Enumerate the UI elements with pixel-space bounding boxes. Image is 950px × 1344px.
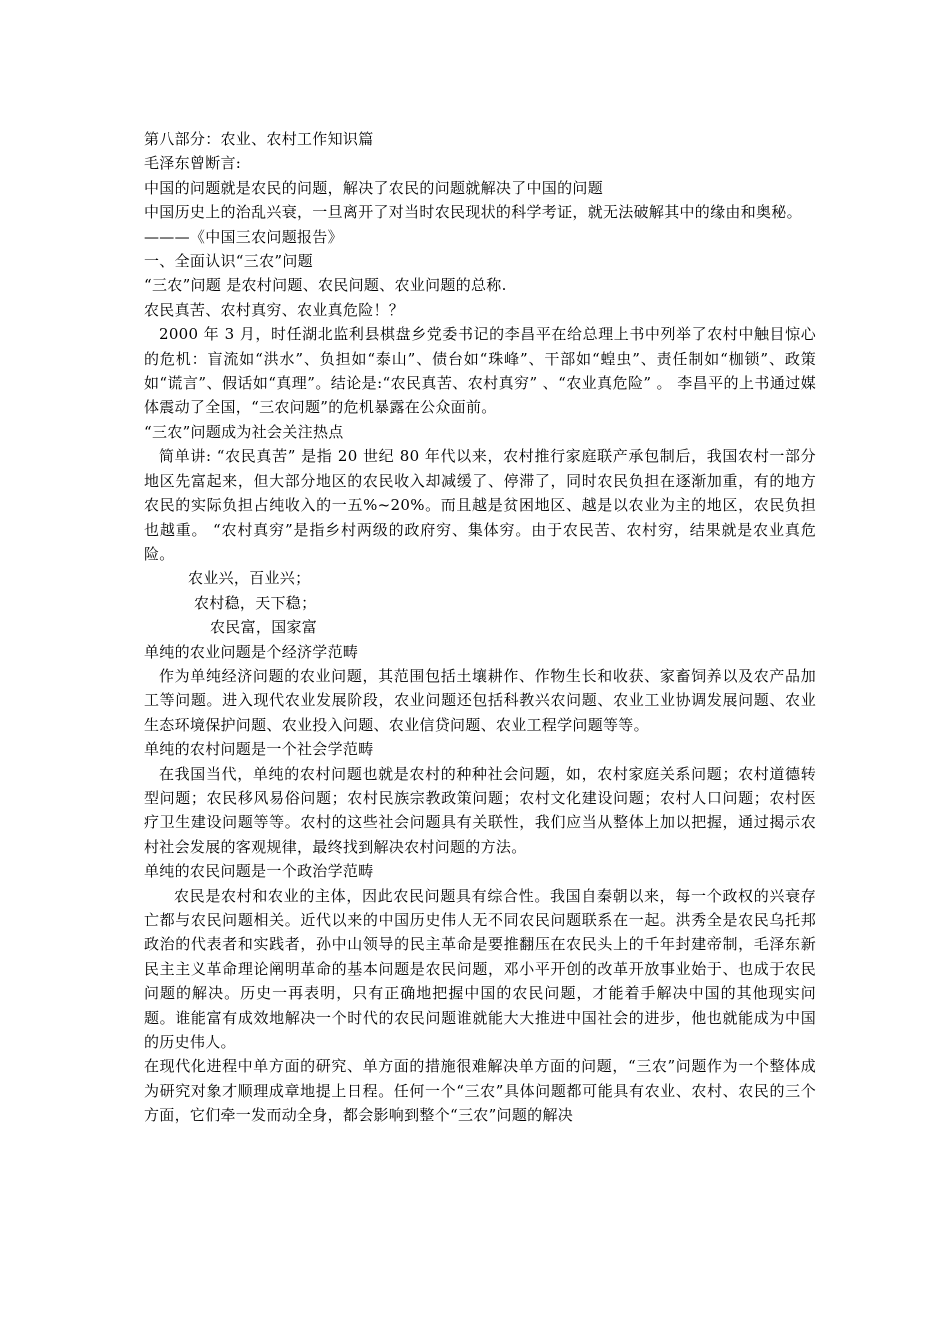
body-paragraph: 在我国当代，单纯的农村问题也就是农村的种种社会问题，如，农村家庭关系问题；农村道德转型问题；农民移风易俗问题；农村民族宗教政策问题；农村文化建设问题；农村人口问题；农村医疗卫生建设问题等等。农村的这些社会问题具有关联性，我们应当从整体上加以把握，通过揭示农村社会发展的客观规律，最终找到解决农村问题的方法。 bbox=[144, 764, 816, 856]
quote-attribution-line: 毛泽东曾断言: bbox=[144, 154, 242, 173]
quote-source: ———《中国三农问题报告》 bbox=[144, 227, 343, 246]
topic-heading: 单纯的农村问题是一个社会学范畴 bbox=[144, 740, 374, 759]
document-page bbox=[144, 127, 816, 1128]
section-title: 第八部分：农业、农村工作知识篇 bbox=[144, 130, 374, 148]
definition-line: “三农”问题 是农村问题、农民问题、农业问题的总称. bbox=[144, 276, 507, 295]
question-line: 农民真苦、农村真穷、农业真危险！？ bbox=[144, 300, 405, 319]
topic-heading: “三农”问题成为社会关注热点 bbox=[144, 422, 344, 441]
verse-line: 农民富，国家富 bbox=[210, 618, 318, 637]
verse-line: 农村稳，天下稳； bbox=[194, 593, 317, 612]
verse-line: 农业兴，百业兴； bbox=[188, 569, 311, 588]
topic-heading: 单纯的农民问题是一个政治学范畴 bbox=[144, 862, 374, 881]
body-paragraph: 2000 年 3 月，时任湖北监利县棋盘乡党委书记的李昌平在给总理上书中列举了农村中触目惊心的危机：盲流如“洪水”、负担如“泰山”、债台如“珠峰”、干部如“蝗虫”、责任制如“枷锁”、政策如“谎言”、假话如“真理”。结论是:“农民真苦、农村真穷” 、“农业真危险” 。 李昌平的上书通过媒体震动了全国，“三农问题”的危机暴露在公众面前。 bbox=[144, 325, 816, 417]
quote-line: 中国的问题就是农民的问题，解决了农民的问题就解决了中国的问题 bbox=[144, 178, 604, 197]
topic-heading: 单纯的农业问题是个经济学范畴 bbox=[144, 642, 359, 661]
subsection-heading: 一、全面认识“三农”问题 bbox=[144, 252, 313, 271]
quote-paragraph: 中国历史上的治乱兴衰，一旦离开了对当时农民现状的科学考证，就无法破解其中的缘由和奥秘。 bbox=[144, 203, 802, 222]
body-paragraph: 简单讲: “农民真苦” 是指 20 世纪 80 年代以来，农村推行家庭联产承包制后，我国农村一部分地区先富起来，但大部分地区的农民收入却减缓了、停滞了，同时农民负担在逐渐加重，有的地方农民的实际负担占纯收入的一五%~20%。而且越是贫困地区、越是以农业为主的地区，农民负担也越重。 “农村真穷”是指乡村两级的政府穷、集体穷。由于农民苦、农村穷，结果就是农业真危险。 bbox=[144, 447, 816, 563]
body-paragraph: 在现代化进程中单方面的研究、单方面的措施很难解决单方面的问题，“三农”问题作为一个整体成为研究对象才顺理成章地提上日程。任何一个“三农”具体问题都可能具有农业、农村、农民的三个方面，它们牵一发而动全身，都会影响到整个“三农”问题的解决 bbox=[144, 1057, 816, 1125]
body-paragraph: 作为单纯经济问题的农业问题，其范围包括土壤耕作、作物生长和收获、家畜饲养以及农产品加工等问题。进入现代农业发展阶段，农业问题还包括科教兴农问题、农业工业协调发展问题、农业生态环境保护问题、农业投入问题、农业信贷问题、农业工程学问题等等。 bbox=[144, 666, 816, 734]
body-paragraph: 农民是农村和农业的主体，因此农民问题具有综合性。我国自秦朝以来，每一个政权的兴衰存亡都与农民问题相关。近代以来的中国历史伟人无不同农民问题联系在一起。洪秀全是农民乌托邦政治的代表者和实践者，孙中山领导的民主革命是要推翻压在农民头上的千年封建帝制，毛泽东新民主主义革命理论阐明革命的基本问题是农民问题，邓小平开创的改革开放事业始于、也成于农民问题的解决。历史一再表明，只有正确地把握中国的农民问题，才能着手解决中国的其他现实问题。谁能富有成效地解决一个时代的农民问题谁就能大大推进中国社会的进步，他也就能成为中国的历史伟人。 bbox=[144, 886, 816, 1052]
